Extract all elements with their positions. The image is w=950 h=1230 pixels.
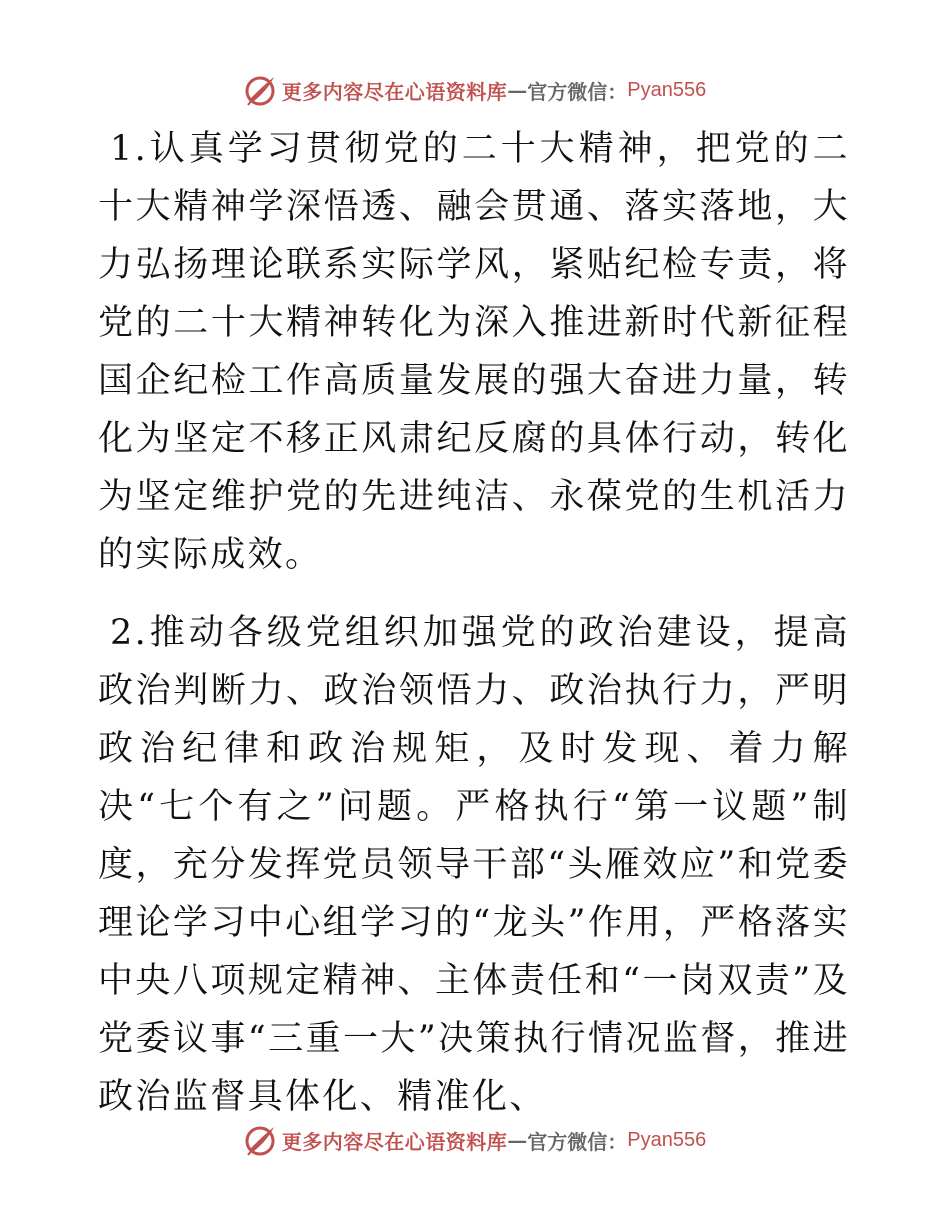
paragraph-1-number: 1. <box>110 129 149 169</box>
paragraph-1-text: 认真学习贯彻党的二十大精神，把党的二十大精神学深悟透、融会贯通、落实落地，大力弘扬理论联系实际学风，紧贴纪检专责，将党的二十大精神转化为深入推进新时代新征程国企纪检工作高质量发展的强大奋进力量，转化为坚定不移正风肃纪反腐的具体行动，转化为坚定维护党的先进纯洁、永葆党的生机活力的实际成效。 <box>98 129 850 575</box>
quill-pen-logo-icon <box>244 73 278 107</box>
banner-wechat-label: 官方微信： <box>527 1129 628 1154</box>
banner-main-text: 更多内容尽在心语资料库 <box>281 79 508 104</box>
paragraph-2 <box>98 604 850 1126</box>
paragraph-2-text: 推动各级党组织加强党的政治建设，提高政治判断力、政治领悟力、政治执行力，严明政治纪律和政治规矩，及时发现、着力解决“七个有之”问题。严格执行“第一议题”制度，充分发挥党员领导干部“头雁效应”和党委理论学习中心组学习的“龙头”作用，严格落实中央八项规定精神、主体责任和“一岗双责”及党委议事“三重一大”决策执行情况监督，推进政治监督具体化、精准化、 <box>98 613 850 1117</box>
banner-wechat-label: 官方微信： <box>527 79 628 104</box>
banner-wechat-id: Pyan556 <box>627 1128 707 1151</box>
banner-main-text: 更多内容尽在心语资料库 <box>281 1129 508 1154</box>
header-banner <box>0 70 950 110</box>
paragraph-2-number: 2. <box>110 613 149 653</box>
quill-pen-logo-icon <box>244 1123 278 1157</box>
banner-wechat-id: Pyan556 <box>627 78 707 101</box>
footer-banner <box>0 1120 950 1160</box>
document-body <box>98 120 850 1126</box>
banner-dash: — <box>507 1128 528 1152</box>
paragraph-1 <box>98 120 850 584</box>
banner-dash: — <box>507 78 528 102</box>
